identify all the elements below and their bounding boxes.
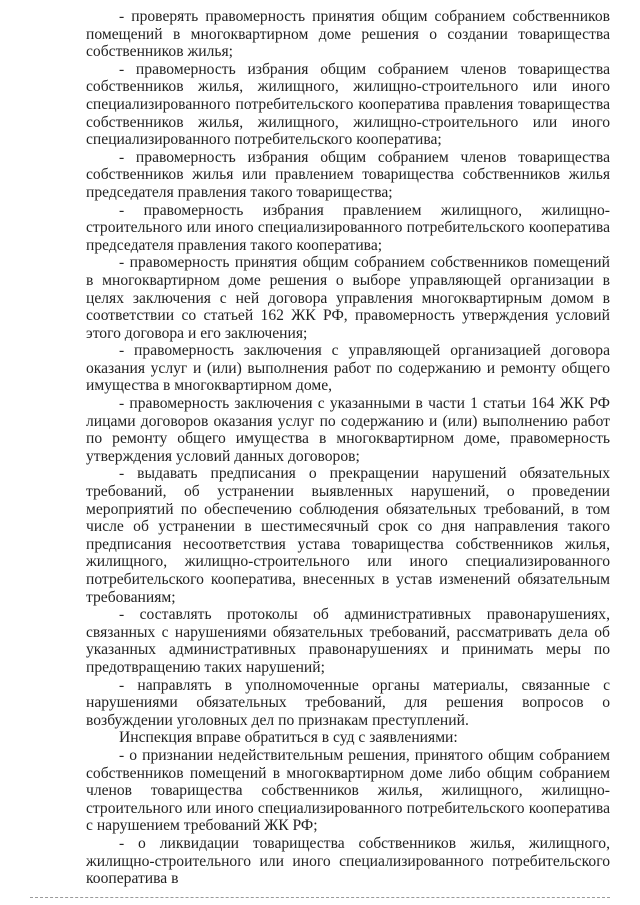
- scan-bottom-rule: [30, 897, 610, 898]
- paragraph-8: - выдавать предписания о прекращении нарушений обязательных требований, об устранении выявленных нарушений, о проведении мероприятий по обеспечению соблюдения обязательных требований, в том числе об устранении в шестимесячный срок со дня направления такого предписания несоответствия устава товарищества собственников жилья, жилищного, жилищно-строительного или иного специализированного потребительского кооператива, внесенных в устав изменений обязательным требованиям;: [86, 465, 610, 606]
- paragraph-12: - о признании недействительным решения, принятого общим собранием собственников помещений в многоквартирном доме либо общим собранием членов товарищества собственников жилья, жилищного, жилищно-строительного или иного специализированного потребительского кооператива с нарушением требований ЖК РФ;: [86, 746, 610, 835]
- paragraph-1: - проверять правомерность принятия общим собранием собственников помещений в многоквартирном доме решения о создании товарищества собственников жилья;: [86, 8, 610, 61]
- document-body: [86, 8, 610, 888]
- paragraph-4: - правомерность избрания правлением жилищного, жилищно-строительного или иного специализированного потребительского кооператива председателя правления такого кооператива;: [86, 201, 610, 254]
- paragraph-2: - правомерность избрания общим собранием членов товарищества собственников жилья, жилищного, жилищно-строительного или иного специализированного потребительского кооператива правления товарищества собственников жилья, жилищного, жилищно-строительного или иного специализированного потребительского кооператива;: [86, 60, 610, 149]
- paragraph-6: - правомерность заключения с управляющей организацией договора оказания услуг и (или) выполнения работ по содержанию и ремонту общего имущества в многоквартирном доме,: [86, 342, 610, 395]
- paragraph-11: Инспекция вправе обратиться в суд с заявлениями:: [119, 729, 458, 747]
- paragraph-10: - направлять в уполномоченные органы материалы, связанные с нарушениями обязательных требований, для решения вопросов о возбуждении уголовных дел по признакам преступлений.: [86, 676, 610, 729]
- paragraph-7: - правомерность заключения с указанными в части 1 статьи 164 ЖК РФ лицами договоров оказания услуг по содержанию и (или) выполнению работ по ремонту общего имущества в многоквартирном доме, правомерность утверждения условий данных договоров;: [86, 395, 610, 465]
- paragraph-13: - о ликвидации товарищества собственников жилья, жилищного, жилищно-строительного или иного специализированного потребительского кооператива в: [86, 834, 610, 888]
- paragraph-3: - правомерность избрания общим собранием членов товарищества собственников жилья или правлением товарищества собственников жилья председателя правления такого товарищества;: [86, 148, 610, 201]
- paragraph-9: - составлять протоколы об административных правонарушениях, связанных с нарушениями обязательных требований, рассматривать дела об указанных административных правонарушениях и принимать меры по предотвращению таких нарушений;: [86, 606, 610, 676]
- paragraph-5: - правомерность принятия общим собранием собственников помещений в многоквартирном доме решения о выборе управляющей организации в целях заключения с ней договора управления многоквартирным домом в соответствии со статьей 162 ЖК РФ, правомерность утверждения условий этого договора и его заключения;: [86, 254, 610, 342]
